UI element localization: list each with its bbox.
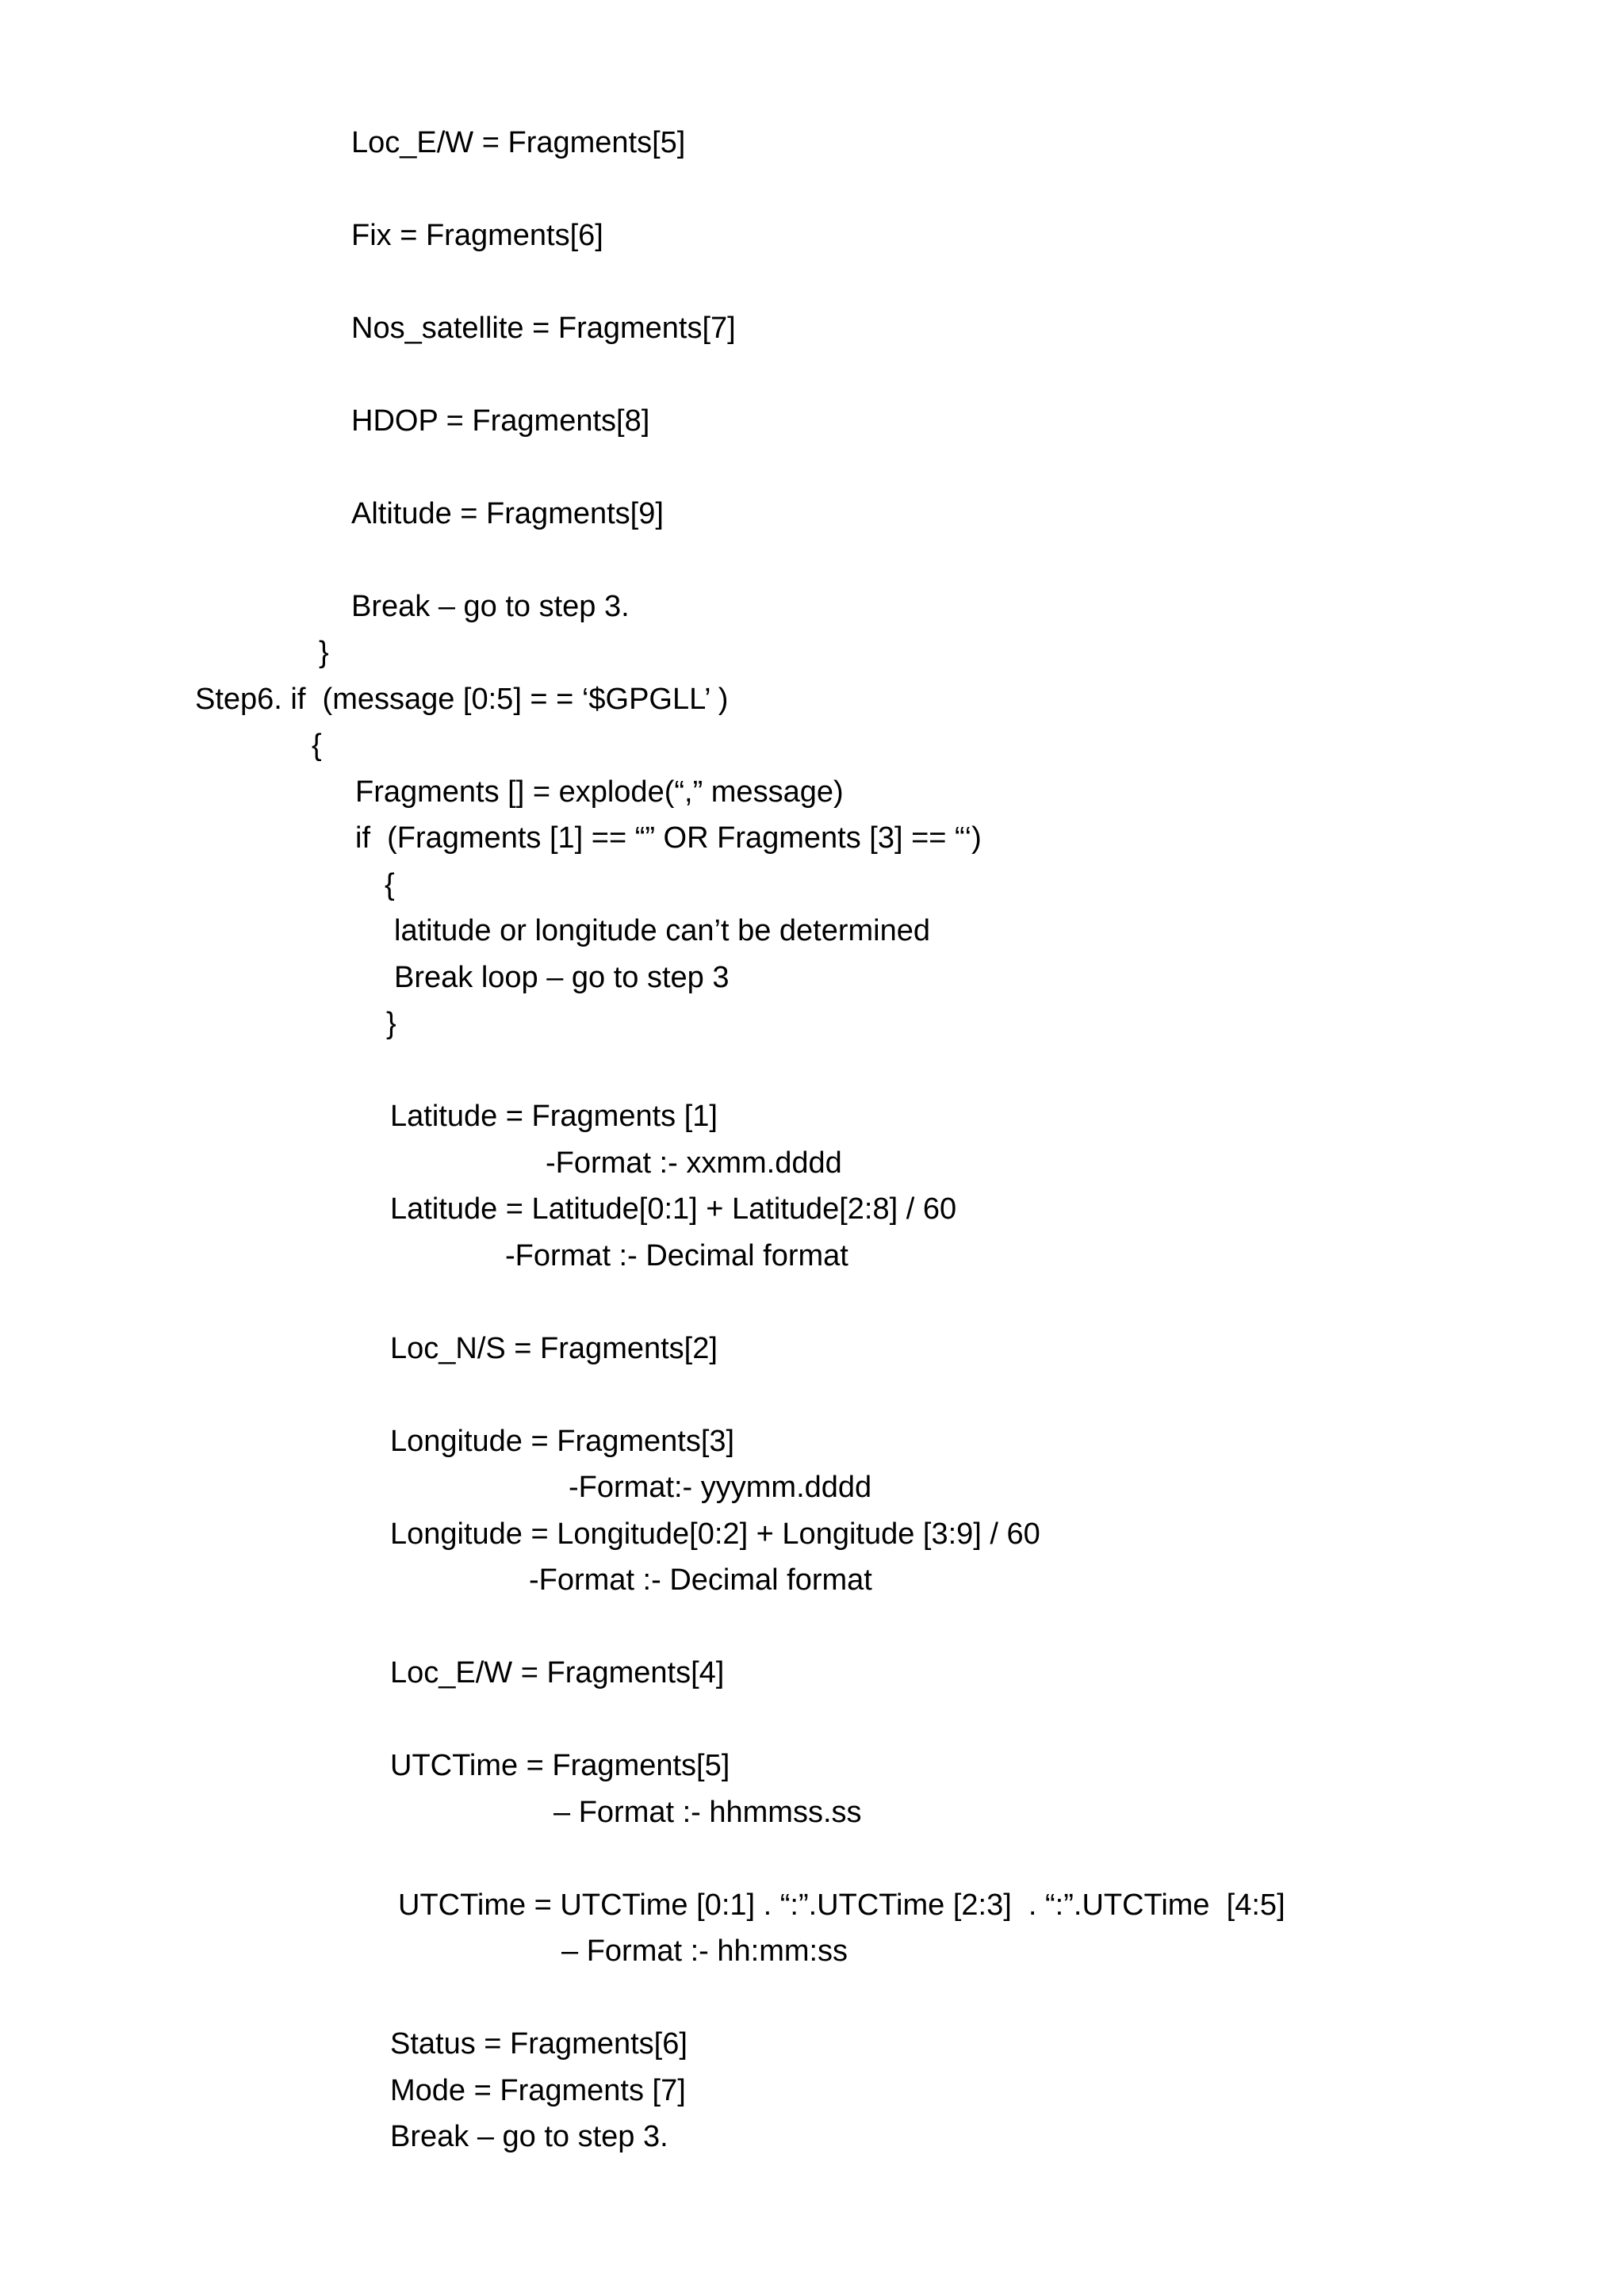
format-note: – Format :- hhmmss.ss — [553, 1796, 862, 1829]
text-line: latitude or longitude can’t be determined — [394, 914, 931, 947]
format-note: -Format :- Decimal format — [505, 1239, 848, 1272]
opening-brace: { — [312, 729, 322, 762]
text-line: if (Fragments [1] == “” OR Fragments [3] == “‘) — [355, 821, 982, 855]
step-heading: Step6. if (message [0:5] = = ‘$GPGLL’ ) — [195, 683, 729, 716]
format-note: -Format :- xxmm.dddd — [546, 1146, 842, 1180]
text-line: Loc_N/S = Fragments[2] — [390, 1332, 718, 1365]
text-line: Break – go to step 3. — [390, 2120, 668, 2153]
text-line: Longitude = Fragments[3] — [390, 1425, 735, 1458]
text-line: Fragments [] = explode(“,” message) — [355, 775, 844, 809]
text-line: Latitude = Fragments [1] — [390, 1100, 718, 1133]
text-line: Nos_satellite = Fragments[7] — [351, 312, 736, 345]
format-note: -Format :- Decimal format — [529, 1563, 872, 1597]
text-line: Break loop – go to step 3 — [394, 961, 730, 994]
text-line: Loc_E/W = Fragments[5] — [351, 126, 686, 159]
text-line: Altitude = Fragments[9] — [351, 497, 664, 530]
text-line: UTCTime = UTCTime [0:1] . “:”.UTCTime [2:3] . “:”.UTCTime [4:5] — [398, 1888, 1285, 1922]
closing-brace: } — [386, 1007, 396, 1040]
text-line: Latitude = Latitude[0:1] + Latitude[2:8] / 60 — [390, 1192, 957, 1226]
format-note: -Format:- yyymm.dddd — [569, 1471, 872, 1504]
text-line: UTCTime = Fragments[5] — [390, 1749, 730, 1782]
text-line: Loc_E/W = Fragments[4] — [390, 1656, 725, 1689]
closing-brace: } — [319, 636, 329, 669]
text-line: HDOP = Fragments[8] — [351, 404, 650, 438]
text-line: Fix = Fragments[6] — [351, 219, 603, 252]
text-line: Mode = Fragments [7] — [390, 2074, 686, 2107]
text-line: Status = Fragments[6] — [390, 2027, 688, 2061]
format-note: – Format :- hh:mm:ss — [561, 1934, 848, 1968]
opening-brace: { — [385, 868, 395, 901]
text-line: Break – go to step 3. — [351, 590, 630, 623]
text-line: Longitude = Longitude[0:2] + Longitude [3:9] / 60 — [390, 1517, 1040, 1551]
